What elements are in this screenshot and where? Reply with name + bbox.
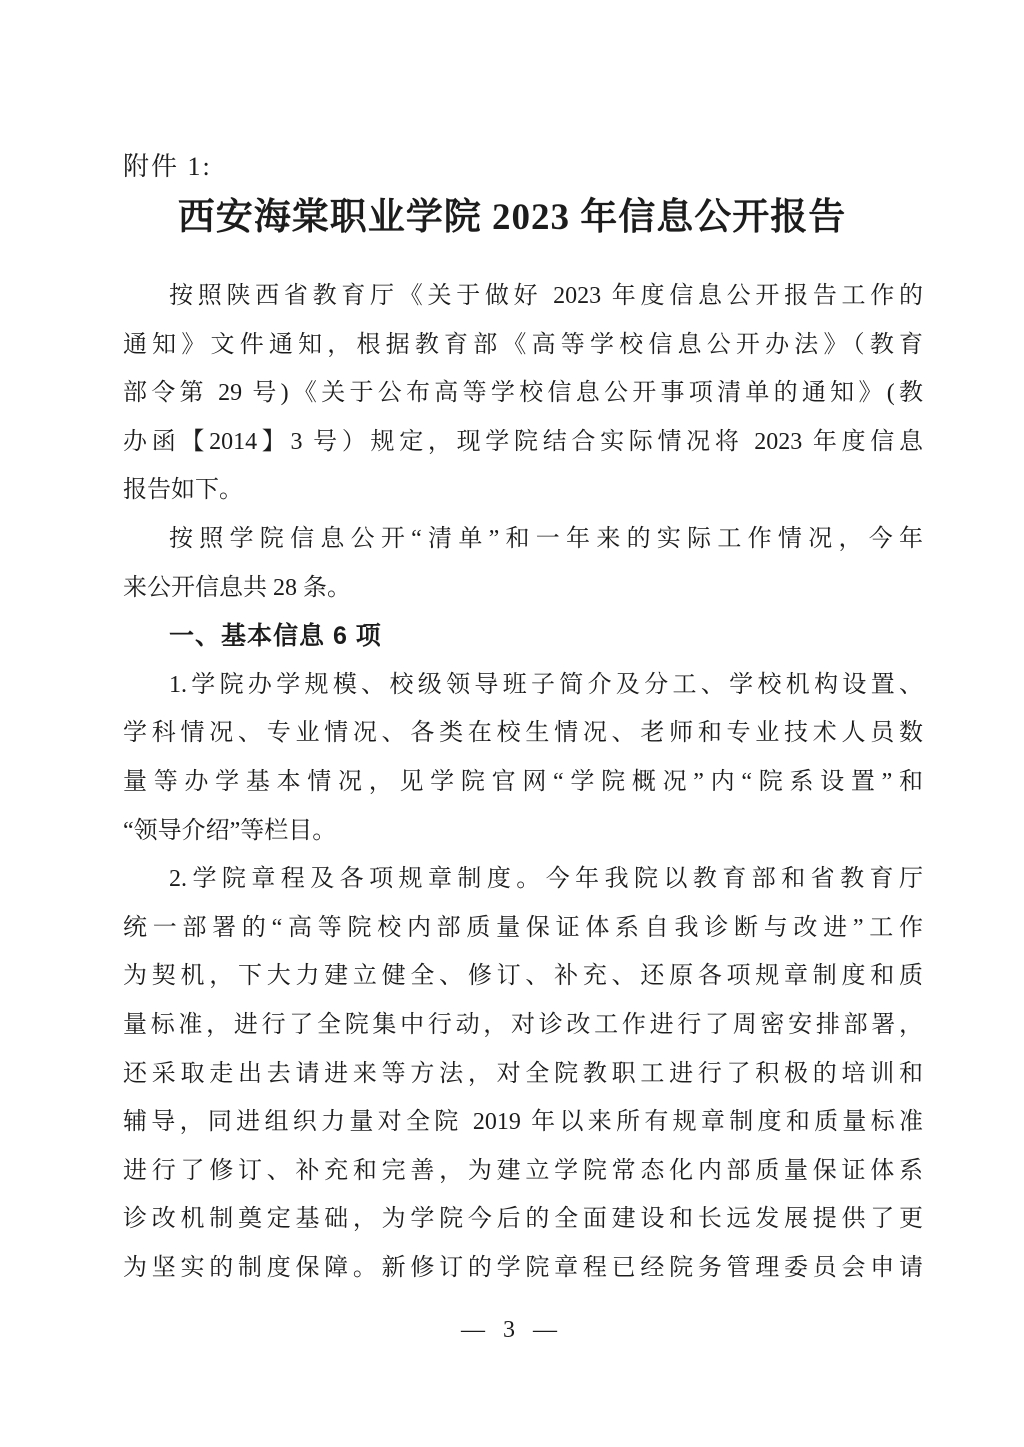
document-title: 西安海棠职业学院 2023 年信息公开报告 <box>177 197 847 238</box>
text-line: 还采取走出去请进来等方法，对全院教职工进行了积极的培训和 <box>123 1060 923 1087</box>
page-number: — 3 — <box>461 1317 563 1343</box>
text-line: 量等办学基本情况，见学院官网“学院概况”内“院系设置”和 <box>123 768 923 795</box>
text-line: 量标准，进行了全院集中行动，对诊改工作进行了周密安排部署， <box>123 1011 923 1038</box>
text-line: 进行了修订、补充和完善，为建立学院常态化内部质量保证体系 <box>123 1157 923 1184</box>
text-line: 1.学院办学规模、校级领导班子简介及分工、学校机构设置、 <box>169 671 923 698</box>
text-line: 2.学院章程及各项规章制度。今年我院以教育部和省教育厅 <box>169 866 923 893</box>
section-heading: 一、基本信息 6 项 <box>169 622 382 651</box>
text-line: 部令第 29 号)《关于公布高等学校信息公开事项清单的通知》(教 <box>123 380 923 407</box>
text-line: 为坚实的制度保障。新修订的学院章程已经院务管理委员会申请 <box>123 1254 923 1281</box>
attachment-label: 附件 1: <box>123 152 212 181</box>
text-line: 为契机，下大力建立健全、修订、补充、还原各项规章制度和质 <box>123 963 923 990</box>
text-line: 按照陕西省教育厅《关于做好 2023 年度信息公开报告工作的 <box>169 283 923 309</box>
text-line: “领导介绍”等栏目。 <box>123 817 337 844</box>
text-line: 按照学院信息公开“清单”和一年来的实际工作情况，今年 <box>169 525 923 552</box>
text-line: 通知》文件通知，根据教育部《高等学校信息公开办法》（教育 <box>123 331 923 358</box>
text-line: 辅导，同进组织力量对全院 2019 年以来所有规章制度和质量标准 <box>123 1109 923 1136</box>
text-line: 统一部署的“高等院校内部质量保证体系自我诊断与改进”工作 <box>123 914 923 941</box>
document-body <box>123 272 923 1292</box>
text-line: 诊改机制奠定基础，为学院今后的全面建设和长远发展提供了更 <box>123 1206 923 1233</box>
text-line: 办函【2014】3 号）规定，现学院结合实际情况将 2023 年度信息 <box>123 428 923 455</box>
text-line: 学科情况、专业情况、各类在校生情况、老师和专业技术人员数 <box>123 720 923 747</box>
text-line: 报告如下。 <box>123 477 243 504</box>
text-line: 来公开信息共 28 条。 <box>123 574 351 601</box>
